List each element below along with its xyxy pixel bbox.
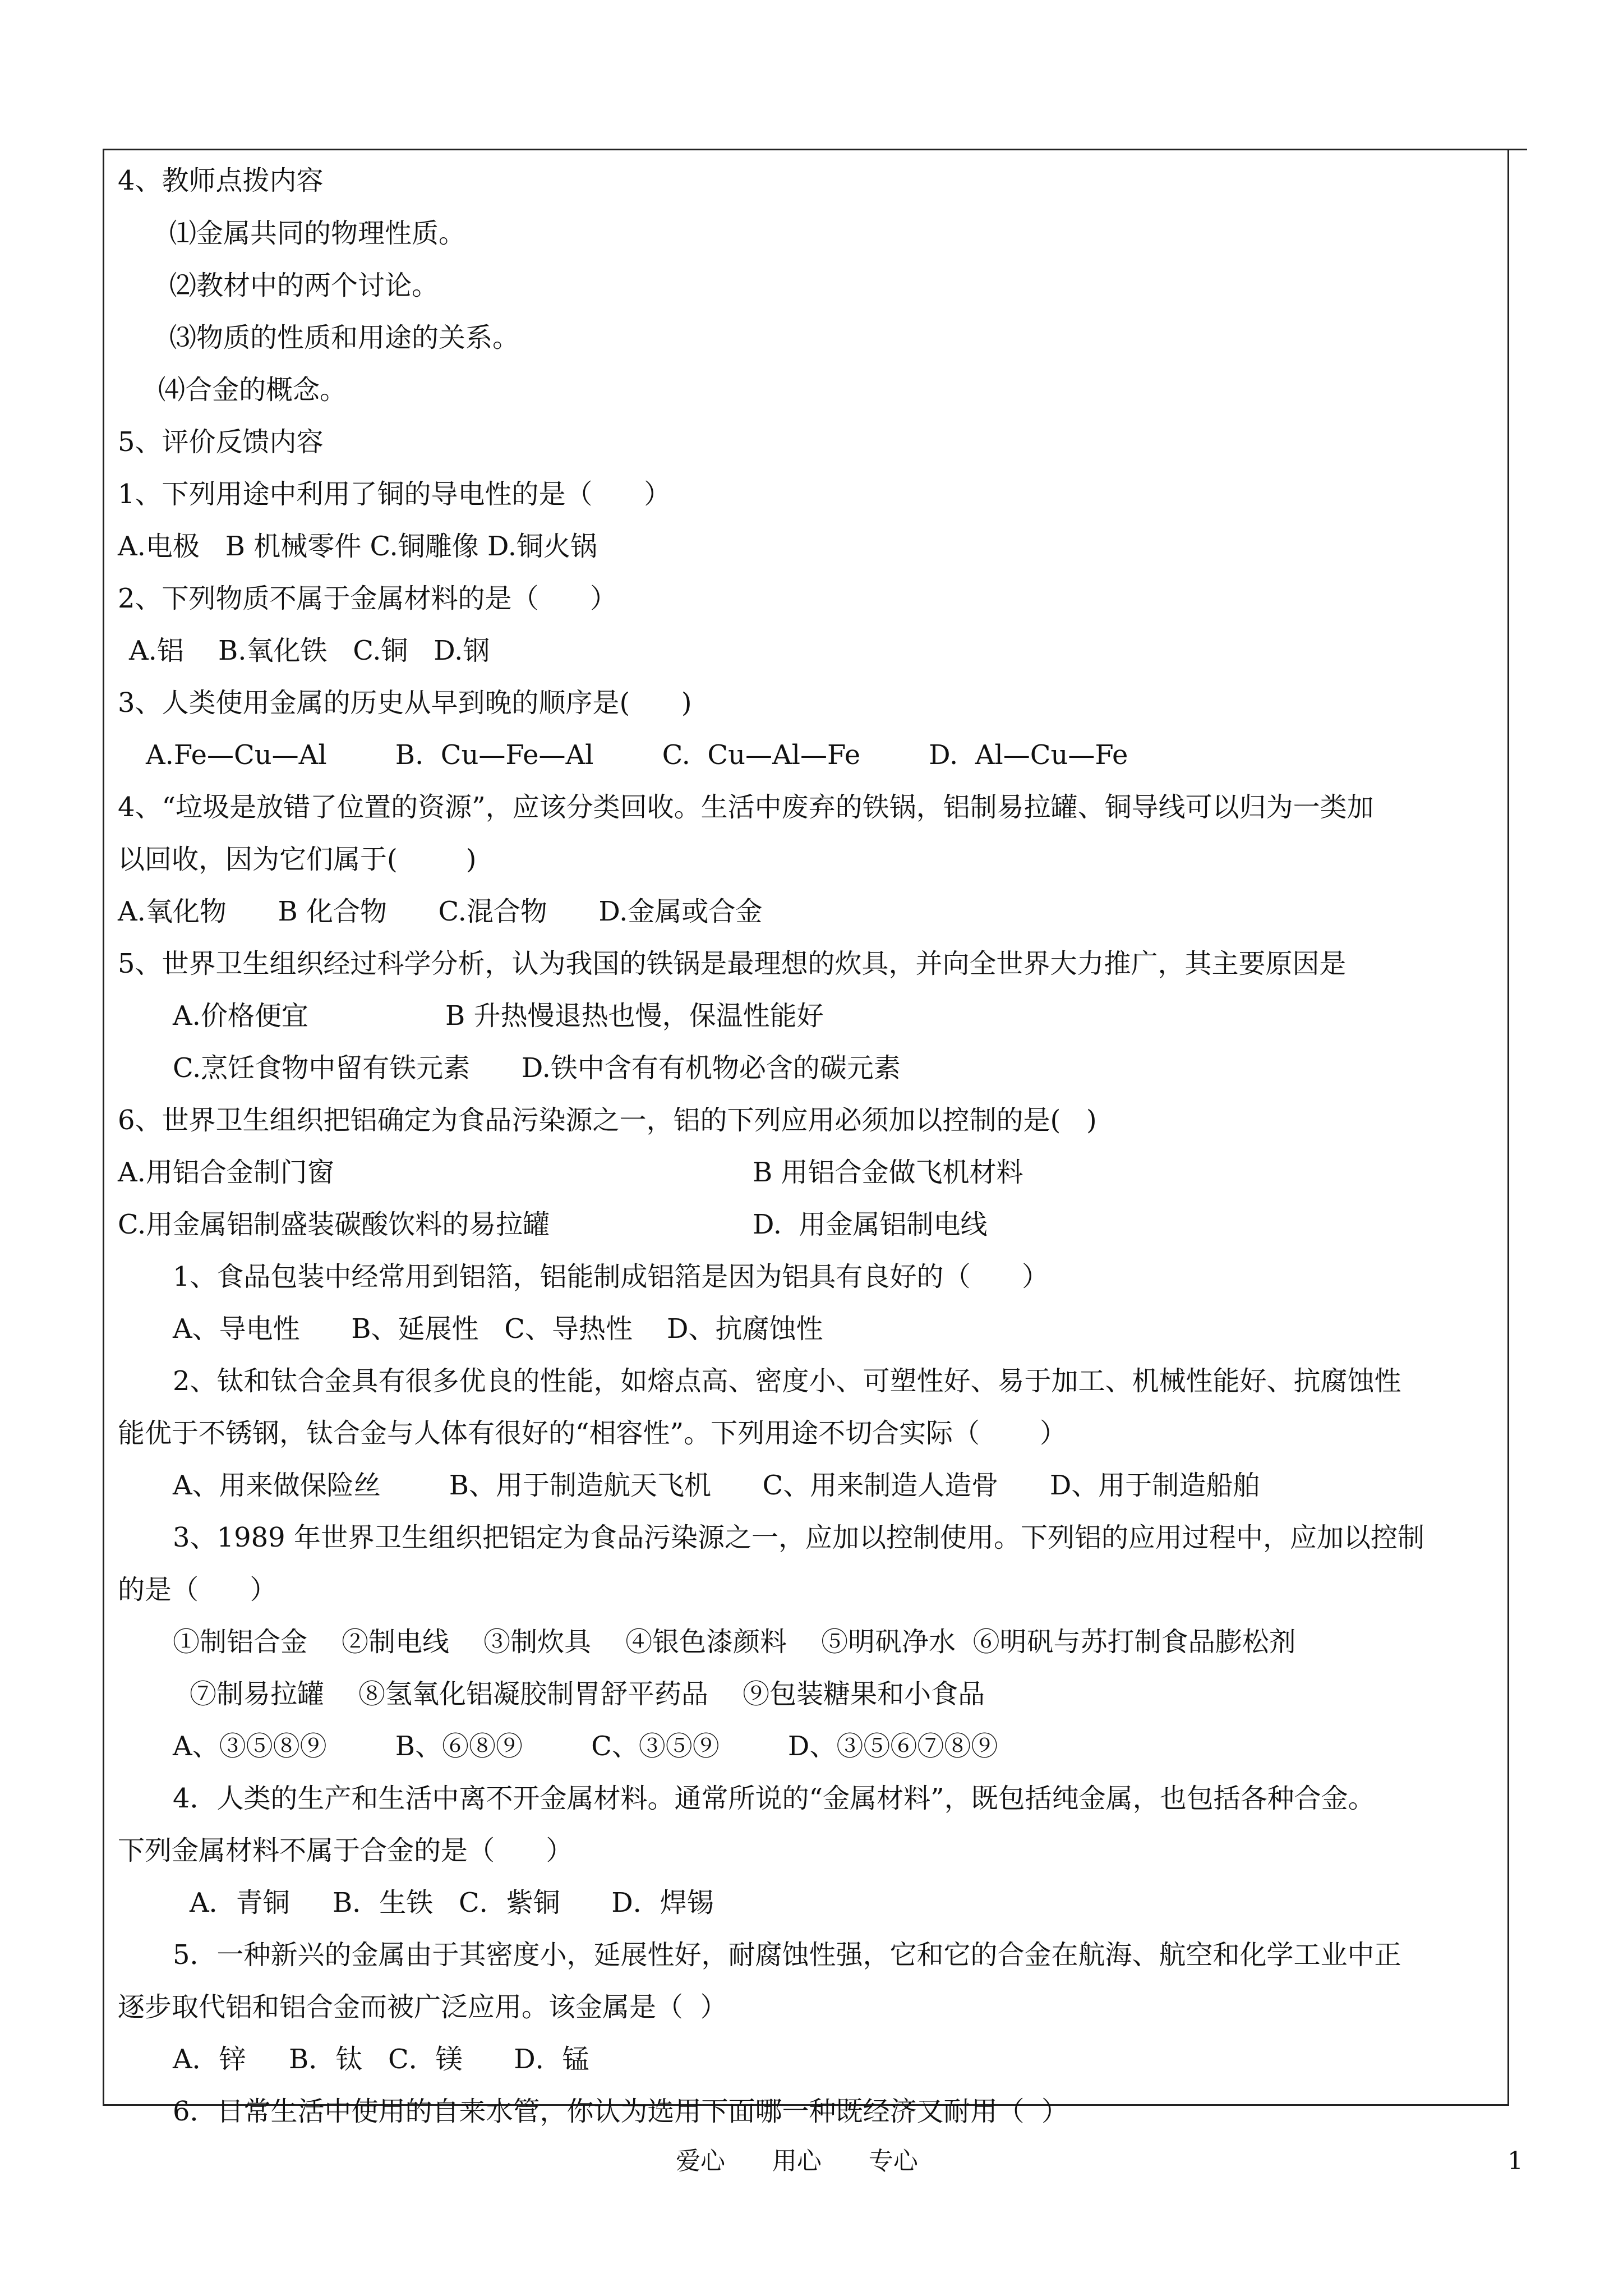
question-option: A.用铝合金制门窗 [118,1157,334,1188]
question-text: 2、下列物质不属于金属材料的是（ ） [118,583,617,614]
question-text: 5．一种新兴的金属由于其密度小，延展性好，耐腐蚀性强，它和它的合金在航海、航空和化学工业中正 [173,1939,1401,1971]
question-options: A.电极 B 机械零件 C.铜雕像 D.铜火锅 [118,531,598,562]
question-options: A、导电性 B、延展性 C、导热性 D、抗腐蚀性 [173,1313,823,1345]
question-text: 能优于不锈钢，钛合金与人体有很好的“相容性”。下列用途不切合实际（ ） [118,1418,1067,1449]
question-options: ①制铝合金 ②制电线 ③制炊具 ④银色漆颜料 ⑤明矾净水 ⑥明矾与苏打制食品膨松剂 [173,1626,1296,1658]
question-options: A.铝 B.氧化铁 C.铜 D.钢 [129,635,490,666]
question-text: 3、人类使用金属的历史从早到晚的顺序是( ) [118,687,692,719]
question-options: A、③⑤⑧⑨ B、⑥⑧⑨ C、③⑤⑨ D、③⑤⑥⑦⑧⑨ [173,1731,998,1762]
question-options: C.烹饪食物中留有铁元素 D.铁中含有有机物必含的碳元素 [173,1052,901,1084]
question-option: D. 用金属铝制电线 [753,1209,988,1240]
question-options: A.Fe—Cu—Al B. Cu—Fe—Al C. Cu—Al—Fe D. Al—Cu—Fe [146,739,1128,771]
question-text: 2、钛和钛合金具有很多优良的性能，如熔点高、密度小、可塑性好、易于加工、机械性能好、抗腐蚀性 [173,1365,1401,1397]
question-text: 4．人类的生产和生活中离不开金属材料。通常所说的“金属材料”，既包括纯金属，也包括各种合金。 [173,1783,1375,1814]
section-heading: 4、教师点拨内容 [118,165,324,196]
question-text: 6．日常生活中使用的自来水管，你认为选用下面哪一种既经济又耐用（ ） [173,2096,1069,2127]
question-text: 以回收，因为它们属于( ) [118,844,477,875]
point-item: ⑶物质的性质和用途的关系。 [169,322,520,353]
page-number: 1 [1507,2147,1523,2175]
section-heading: 5、评价反馈内容 [118,426,324,458]
question-options: A.价格便宜 B 升热慢退热也慢，保温性能好 [173,1000,824,1032]
question-text: 6、世界卫生组织把铝确定为食品污染源之一，铝的下列应用必须加以控制的是( ) [118,1105,1097,1136]
point-item: ⑴金属共同的物理性质。 [169,218,466,249]
question-options: A．锌 B．钛 C．镁 D．锰 [173,2044,589,2075]
question-text: 4、“垃圾是放错了位置的资源”，应该分类回收。生活中废弃的铁锅，铝制易拉罐、铜导线可以归为一类加 [118,792,1374,823]
question-options: ⑦制易拉罐 ⑧氢氧化铝凝胶制胃舒平药品 ⑨包装糖果和小食品 [190,1678,985,1710]
footer-motto: 爱心 用心 专心 [676,2147,918,2175]
question-options: A.氧化物 B 化合物 C.混合物 D.金属或合金 [118,896,763,927]
question-text: 3、1989 年世界卫生组织把铝定为食品污染源之一，应加以控制使用。下列铝的应用过程中，应加以控制 [173,1522,1424,1553]
question-text: 1、下列用途中利用了铜的导电性的是（ ） [118,478,671,510]
question-text: 的是（ ） [118,1574,277,1605]
point-item: ⑷合金的概念。 [158,374,347,406]
question-option: C.用金属铝制盛装碳酸饮料的易拉罐 [118,1209,550,1240]
question-text: 1、食品包装中经常用到铝箔，铝能制成铝箔是因为铝具有良好的（ ） [173,1261,1049,1292]
question-option: B 用铝合金做飞机材料 [753,1157,1023,1188]
question-options: A、用来做保险丝 B、用于制造航天飞机 C、用来制造人造骨 D、用于制造船舶 [173,1470,1260,1501]
question-text: 下列金属材料不属于合金的是（ ） [118,1835,573,1866]
point-item: ⑵教材中的两个讨论。 [169,270,439,301]
question-text: 5、世界卫生组织经过科学分析，认为我国的铁锅是最理想的炊具，并向全世界大力推广，其主要原因是 [118,948,1347,979]
question-options: A．青铜 B．生铁 C．紫铜 D．焊锡 [190,1887,714,1918]
question-text: 逐步取代铝和铝合金而被广泛应用。该金属是（ ） [118,1991,727,2023]
